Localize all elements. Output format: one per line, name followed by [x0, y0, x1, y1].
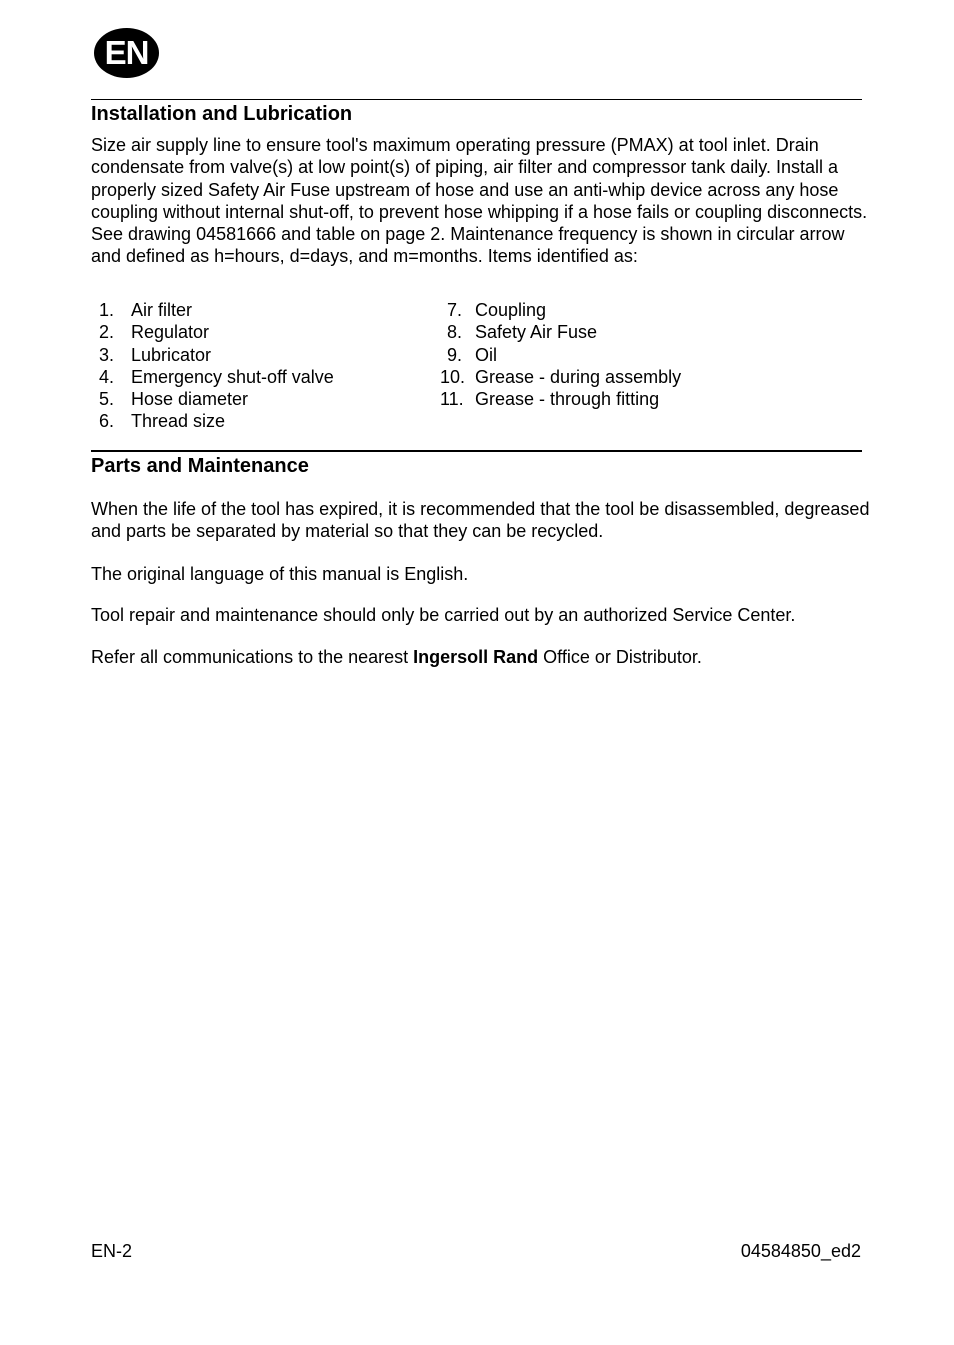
- page-number: EN-2: [91, 1241, 133, 1261]
- list-item: [91, 366, 421, 388]
- list-item: [91, 388, 421, 410]
- item-label: Emergency shut-off valve: [131, 366, 334, 387]
- section-divider: [91, 99, 862, 100]
- item-number: 8.: [446, 322, 462, 343]
- item-number: 3.: [98, 344, 114, 365]
- list-item: [435, 388, 855, 410]
- item-label: Grease - during assembly: [475, 366, 682, 387]
- recycling-paragraph: When the life of the tool has expired, it is recommended that the tool be disassembled, degreased and parts be separated by material so that they can be recycled.: [91, 499, 870, 542]
- brand-name: Ingersoll Rand: [413, 647, 539, 667]
- item-number: 1.: [98, 300, 114, 320]
- item-number: 5.: [98, 389, 114, 410]
- refer-text-end: Office or Distributor.: [538, 647, 702, 667]
- item-label: Regulator: [131, 322, 210, 343]
- list-item: [435, 366, 855, 388]
- item-number: 7.: [446, 300, 462, 320]
- list-item: [435, 344, 855, 366]
- item-label: Safety Air Fuse: [475, 322, 598, 343]
- installation-paragraph: Size air supply line to ensure tool's maximum operating pressure (PMAX) at tool inlet. Drain condensate from valve(s) at low point(s) of piping, air filter and compressor tank daily. Install a properly sized Safety Air Fuse upstream of hose and use an anti-whip device across any hose coupling without internal shut-off, to prevent hose whipping if a hose fails or coupling disconnects. See drawing 04581666 and table on page 2. Maintenance frequency is shown in circular arrow and defined as h=hours, d=days, and m=months. Items identified as:: [91, 135, 868, 267]
- refer-text-start: Refer all communications to the nearest: [91, 647, 414, 667]
- item-label: Grease - through fitting: [475, 389, 660, 410]
- list-item: [91, 321, 421, 343]
- item-label: Coupling: [475, 300, 547, 320]
- item-number: 9.: [446, 344, 462, 365]
- section-divider: [91, 450, 862, 452]
- list-item: [91, 410, 421, 432]
- list-item: [91, 344, 421, 366]
- item-number: 2.: [98, 322, 114, 343]
- item-label: Oil: [475, 344, 497, 365]
- items-list-right: [435, 299, 855, 410]
- repair-paragraph: Tool repair and maintenance should only be carried out by an authorized Service Center.: [91, 605, 796, 625]
- list-item: [435, 299, 855, 321]
- item-number: 4.: [98, 366, 114, 387]
- item-label: Thread size: [131, 411, 226, 432]
- items-list-left: [91, 299, 421, 433]
- list-item: [91, 299, 421, 321]
- item-label: Lubricator: [131, 344, 212, 365]
- language-paragraph: The original language of this manual is English.: [91, 564, 469, 584]
- list-item: [435, 321, 855, 343]
- document-id: 04584850_ed2: [740, 1241, 861, 1261]
- item-number: 10.: [440, 366, 466, 387]
- item-number: 11.: [440, 389, 464, 410]
- refer-paragraph: [91, 646, 871, 668]
- language-badge: EN: [94, 28, 159, 78]
- installation-heading: Installation and Lubrication: [91, 103, 353, 125]
- item-label: Hose diameter: [131, 389, 249, 410]
- item-label: Air filter: [131, 300, 193, 320]
- item-number: 6.: [98, 411, 114, 432]
- parts-heading: Parts and Maintenance: [91, 455, 309, 477]
